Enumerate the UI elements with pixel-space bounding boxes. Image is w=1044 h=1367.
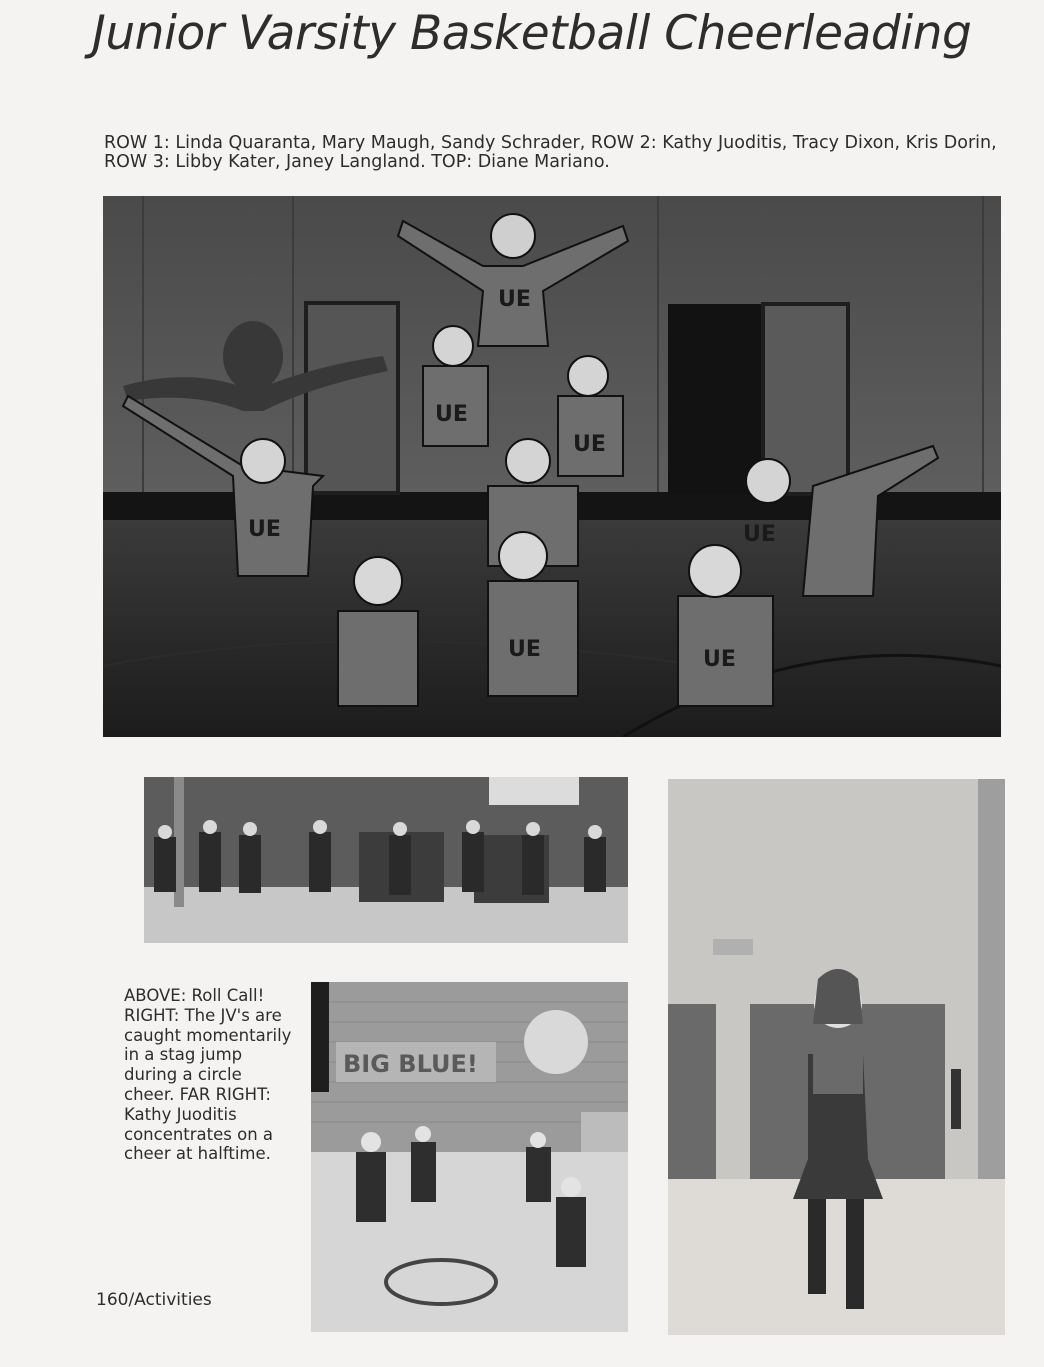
svg-text:UE: UE — [435, 402, 468, 427]
group-pyramid-photo — [103, 196, 1001, 737]
halftime-cheer-photo — [668, 779, 1005, 1335]
circle-cheer-photo — [311, 982, 628, 1332]
svg-text:UE: UE — [743, 522, 776, 547]
big-blue-banner: BIG BLUE! — [343, 1050, 478, 1078]
svg-text:UE: UE — [248, 517, 281, 542]
side-photo-caption: ABOVE: Roll Call! RIGHT: The JV's are caught momentarily in a stag jump during a circle cheer. FAR RIGHT: Kathy Juoditis concentrates on a cheer at halftime. — [124, 986, 292, 1164]
svg-text:UE: UE — [573, 432, 606, 457]
page-folio: 160/Activities — [96, 1290, 212, 1310]
roll-call-photo — [144, 777, 628, 943]
group-photo-caption: ROW 1: Linda Quaranta, Mary Maugh, Sandy Schrader, ROW 2: Kathy Juoditis, Tracy Dixon, Kris Dorin, ROW 3: Libby Kater, Janey Langland. TOP: Diane Mariano. — [104, 133, 997, 172]
page-title: Junior Varsity Basketball Cheerleading — [92, 6, 972, 61]
svg-text:UE: UE — [498, 287, 531, 312]
svg-text:UE: UE — [508, 637, 541, 662]
svg-text:UE: UE — [703, 647, 736, 672]
